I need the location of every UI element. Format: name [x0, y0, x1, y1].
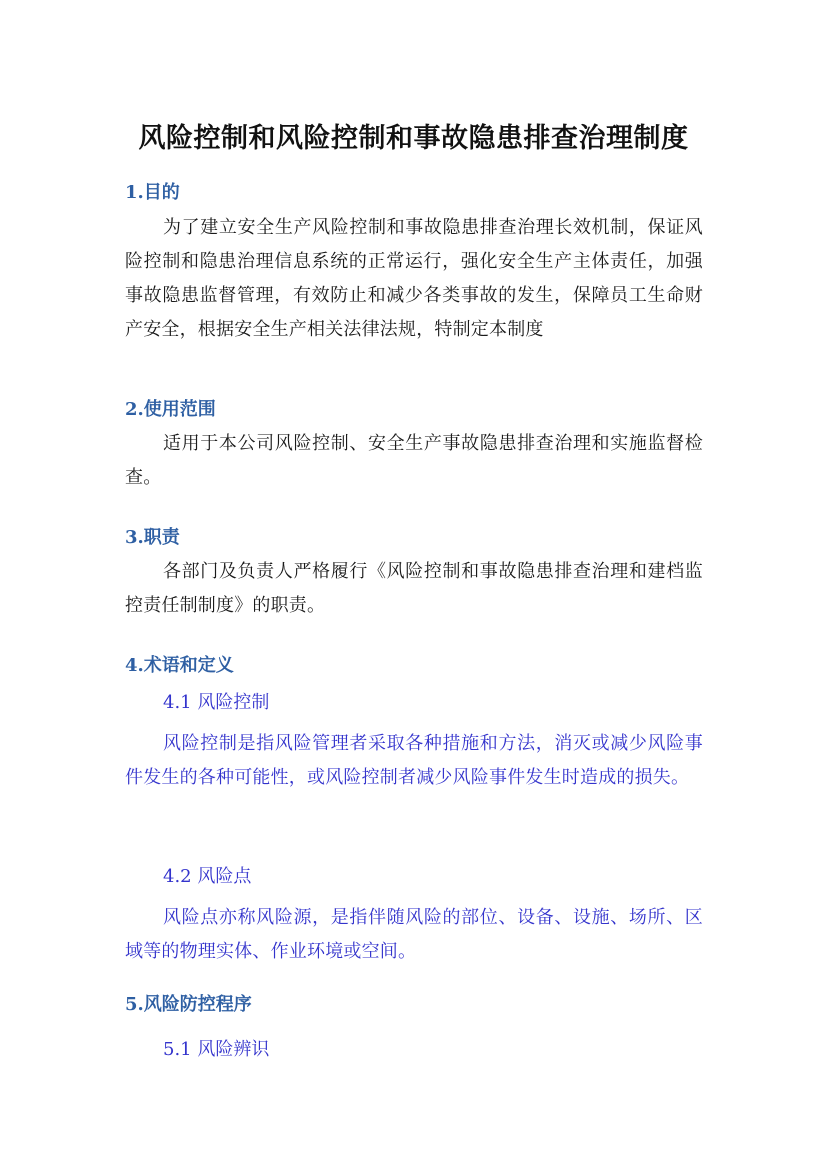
document-title: 风险控制和风险控制和事故隐患排查治理制度: [138, 123, 689, 154]
section-heading-purpose: 1.目的: [125, 182, 180, 203]
section-body-scope: 适用于本公司风险控制、安全生产事故隐患排查治理和实施监督检查。: [125, 433, 703, 488]
section-heading-scope: 2.使用范围: [125, 399, 216, 420]
subsection-title-risk-point: 4.2 风险点: [163, 866, 252, 887]
section-heading-procedure: 5.风险防控程序: [125, 994, 252, 1015]
subsection-body-risk-point: 风险点亦称风险源，是指伴随风险的部位、设备、设施、场所、区域等的物理实体、作业环境或空间。: [125, 907, 703, 962]
section-body-purpose: 为了建立安全生产风险控制和事故隐患排查治理长效机制，保证风险控制和隐患治理信息系统的正常运行，强化安全生产主体责任，加强事故隐患监督管理，有效防止和减少各类事故的发生，保障员工生命财产安全，根据安全生产相关法律法规，特制定本制度: [125, 217, 703, 340]
section-heading-terms: 4.术语和定义: [125, 655, 234, 676]
section-heading-responsibility: 3.职责: [125, 527, 180, 548]
subsection-body-risk-control: 风险控制是指风险管理者采取各种措施和方法，消灭或减少风险事件发生的各种可能性，或风险控制者减少风险事件发生时造成的损失。: [125, 733, 703, 788]
subsection-title-risk-control: 4.1 风险控制: [163, 692, 270, 713]
section-body-responsibility: 各部门及负责人严格履行《风险控制和事故隐患排查治理和建档监控责任制制度》的职责。: [125, 561, 703, 616]
subsection-title-risk-identification: 5.1 风险辨识: [163, 1039, 270, 1060]
